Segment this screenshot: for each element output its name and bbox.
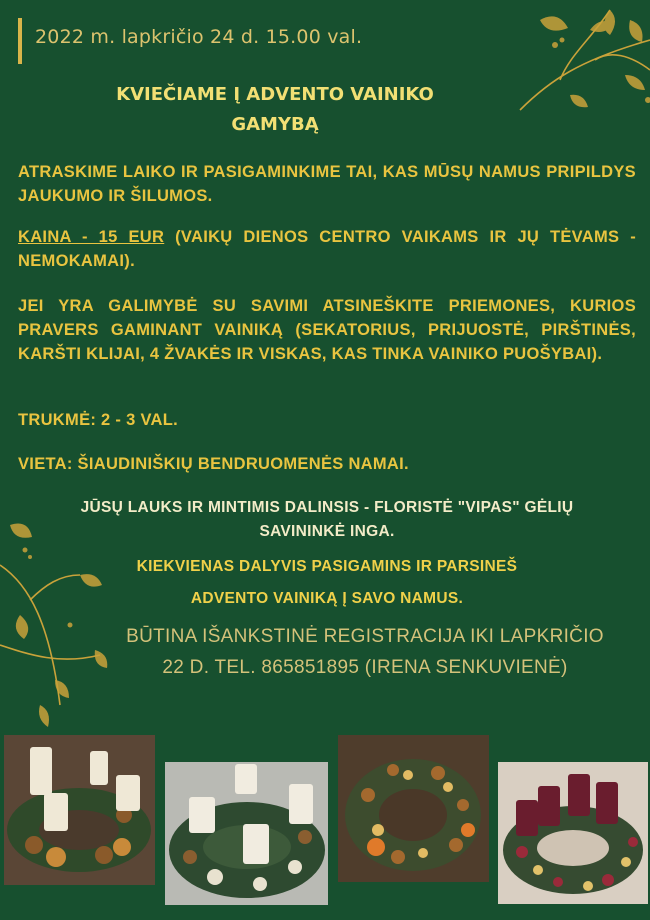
registration-text bbox=[90, 621, 640, 683]
date-accent-bar bbox=[18, 18, 22, 64]
title-line-1: KVIEČIAME Į ADVENTO VAINIKO bbox=[116, 84, 434, 105]
price-label: KAINA - 15 EUR bbox=[18, 228, 165, 246]
price-paragraph bbox=[18, 225, 636, 273]
host-line-1: JŪSŲ LAUKS IR MINTIMIS DALINSIS - FLORISTĖ "VIPAS" GĖLIŲ bbox=[80, 499, 574, 516]
title-line-2: GAMYBĄ bbox=[231, 114, 319, 135]
page-title bbox=[70, 80, 480, 140]
wreath-photo-2 bbox=[165, 762, 328, 905]
price-note: (VAIKŲ DIENOS CENTRO VAIKAMS IR JŲ TĖVAMS - NEMOKAMAI). bbox=[18, 228, 636, 270]
materials-text: JEI YRA GALIMYBĖ SU SAVIMI ATSINEŠKITE PRIEMONES, KURIOS PRAVERS GAMINANT VAINIKĄ (SEKATORIUS, PRIJUOSTĖ, PIRŠTINĖS, KARŠTI KLIJAI, 4 ŽVAKĖS IR VISKAS, KAS TINKA VAINIKO PUOŠYBAI). bbox=[18, 297, 636, 363]
everyone-line-2: ADVENTO VAINIKĄ Į SAVO NAMUS. bbox=[190, 590, 464, 607]
intro-text: ATRASKIME LAIKO IR PASIGAMINKIME TAI, KAS MŪSŲ NAMUS PRIPILDYS JAUKUMO IR ŠILUMOS. bbox=[18, 163, 636, 205]
wreath-photo-1 bbox=[4, 735, 155, 885]
event-date: 2022 m. lapkričio 24 d. 15.00 val. bbox=[35, 26, 363, 48]
registration-line-2: 22 D. TEL. 865851895 (IRENA SENKUVIENĖ) bbox=[162, 657, 568, 678]
everyone-line-1: KIEKVIENAS DALYVIS PASIGAMINS IR PARSINEŠ bbox=[136, 558, 518, 575]
venue-text: VIETA: ŠIAUDINIŠKIŲ BENDRUOMENĖS NAMAI. bbox=[18, 455, 409, 473]
host-text bbox=[18, 496, 636, 544]
registration-line-1: BŪTINA IŠANKSTINĖ REGISTRACIJA IKI LAPKRIČIO bbox=[126, 626, 604, 647]
host-line-2: SAVININKĖ INGA. bbox=[259, 523, 395, 540]
wreath-photo-4 bbox=[498, 762, 648, 904]
everyone-text bbox=[18, 551, 636, 615]
duration-text: TRUKMĖ: 2 - 3 VAL. bbox=[18, 411, 179, 429]
gold-foliage-top-right bbox=[500, 0, 650, 120]
wreath-photo-3 bbox=[338, 735, 489, 882]
